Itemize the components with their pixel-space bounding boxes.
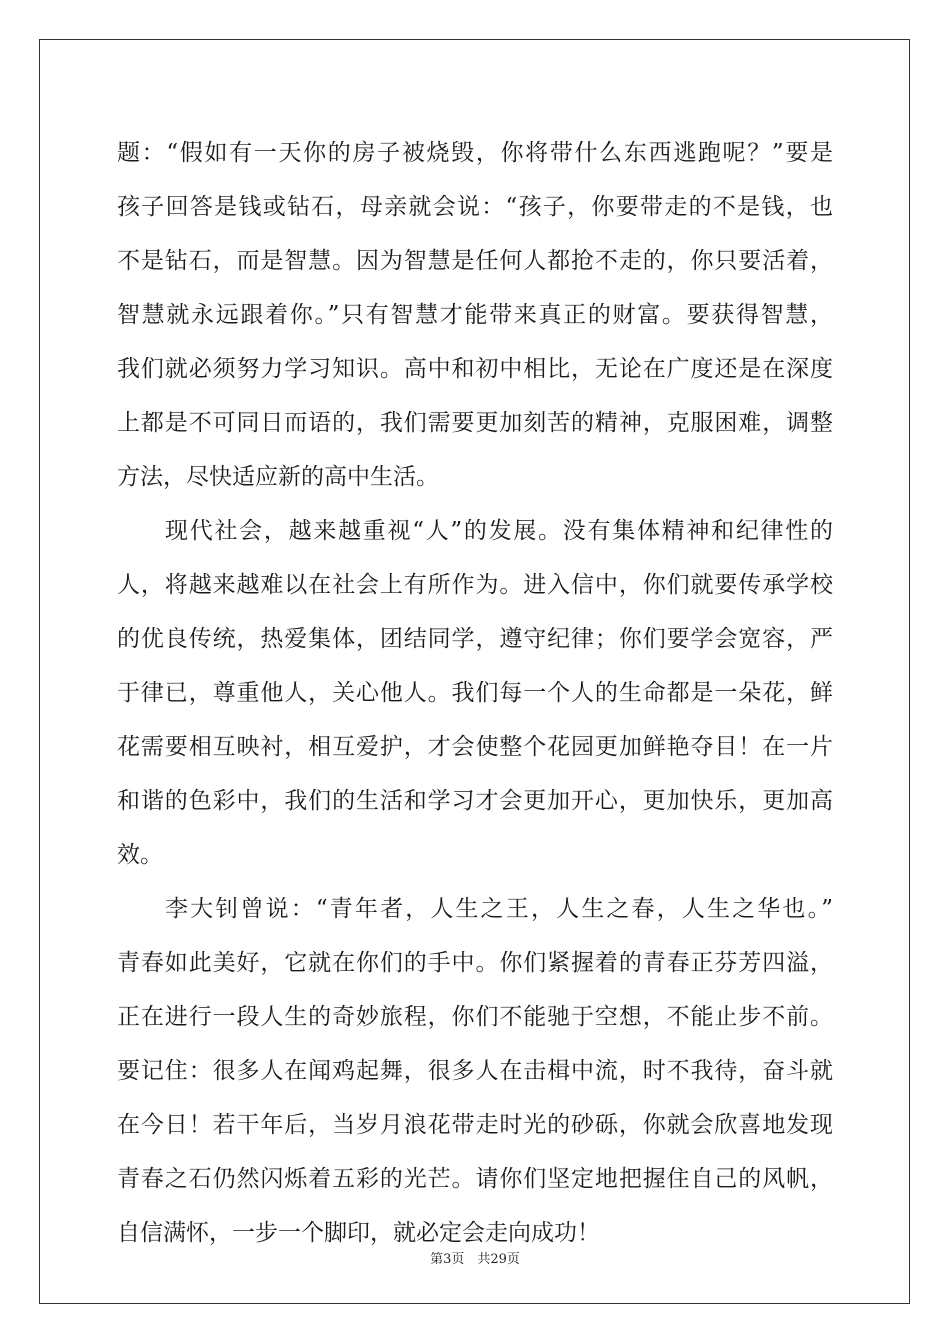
- text-line: 上都是不可同日而语的，我们需要更加刻苦的精神，克服困难，调整: [117, 410, 833, 436]
- text-line: 花需要相互映衬，相互爱护，才会使整个花园更加鲜艳夺目！在一片: [117, 734, 833, 760]
- text-line: 智慧就永远跟着你。”只有智慧才能带来真正的财富。要获得智慧，: [117, 302, 833, 328]
- text-line: 自信满怀，一步一个脚印，就必定会走向成功！: [117, 1220, 600, 1246]
- paragraph-2: [117, 504, 833, 882]
- text-line: 人，将越来越难以在社会上有所作为。进入信中，你们就要传承学校: [117, 572, 833, 598]
- text-line: 和谐的色彩中，我们的生活和学习才会更加开心，更加快乐，更加高: [117, 788, 833, 814]
- paragraph-1: [117, 126, 833, 504]
- text-line: 青春之石仍然闪烁着五彩的光芒。请你们坚定地把握住自己的风帆，: [117, 1166, 833, 1192]
- text-line: 孩子回答是钱或钻石，母亲就会说：“孩子，你要带走的不是钱，也: [117, 194, 833, 220]
- text-line: 现代社会，越来越重视“人”的发展。没有集体精神和纪律性的: [165, 518, 833, 544]
- document-body: [117, 126, 833, 1260]
- text-line: 在今日！若干年后，当岁月浪花带走时光的砂砾，你就会欣喜地发现: [117, 1112, 833, 1138]
- text-line: 题：“假如有一天你的房子被烧毁，你将带什么东西逃跑呢？”要是: [117, 140, 833, 166]
- paragraph-3: [117, 882, 833, 1260]
- text-line: 于律已，尊重他人，关心他人。我们每一个人的生命都是一朵花，鲜: [117, 680, 833, 706]
- text-line: 要记住：很多人在闻鸡起舞，很多人在击楫中流，时不我待，奋斗就: [117, 1058, 833, 1084]
- text-line: 的优良传统，热爱集体，团结同学，遵守纪律；你们要学会宽容，严: [117, 626, 833, 652]
- text-line: 正在进行一段人生的奇妙旅程，你们不能驰于空想，不能止步不前。: [117, 1004, 833, 1030]
- text-line: 李大钊曾说：“青年者，人生之王，人生之春，人生之华也。”: [165, 896, 833, 922]
- text-line: 青春如此美好，它就在你们的手中。你们紧握着的青春正芬芳四溢，: [117, 950, 833, 976]
- text-line: 不是钻石，而是智慧。因为智慧是任何人都抢不走的，你只要活着，: [117, 248, 833, 274]
- page-number-footer: 第3页 共29页: [430, 1252, 520, 1267]
- text-line: 方法，尽快适应新的高中生活。: [117, 464, 439, 490]
- text-line: 效。: [117, 842, 163, 868]
- text-line: 我们就必须努力学习知识。高中和初中相比，无论在广度还是在深度: [117, 356, 833, 382]
